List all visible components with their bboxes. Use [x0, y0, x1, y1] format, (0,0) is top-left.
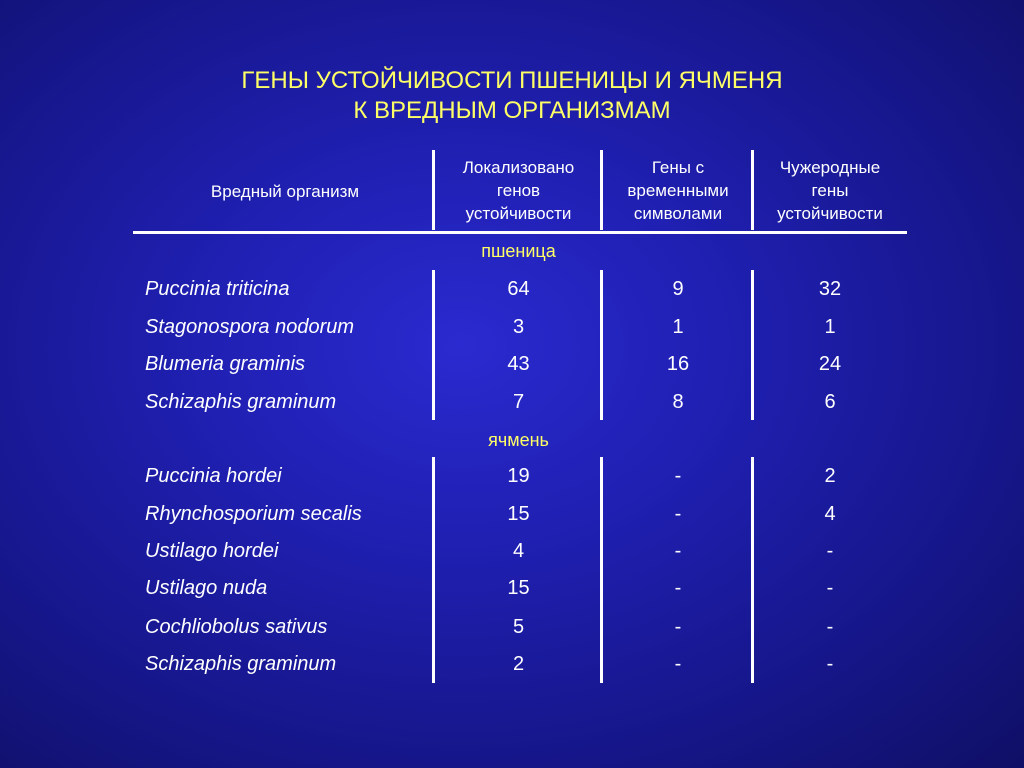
table-row: [0, 533, 1024, 571]
table-row: [0, 384, 1024, 422]
temporary-count: 9: [672, 278, 684, 300]
foreign-count: 6: [824, 391, 836, 413]
section-label-wheat: пшеница: [481, 241, 556, 261]
temporary-count: -: [674, 540, 682, 562]
foreign-count: 1: [824, 316, 836, 338]
header-localized: Локализовано генов устойчивости: [462, 158, 575, 223]
foreign-count: -: [826, 577, 834, 599]
localized-count: 43: [507, 353, 530, 375]
header-rule: [133, 231, 907, 234]
foreign-count: 24: [818, 353, 842, 375]
title-line-1: ГЕНЫ УСТОЙЧИВОСТИ ПШЕНИЦЫ И ЯЧМЕНЯ: [241, 67, 783, 94]
foreign-count: 32: [818, 278, 842, 300]
localized-count: 7: [512, 391, 525, 413]
section-label-barley: ячмень: [488, 430, 549, 450]
title-line-2: К ВРЕДНЫМ ОРГАНИЗМАМ: [353, 97, 671, 124]
foreign-count: 2: [824, 465, 836, 487]
organism-name: Puccinia hordei: [145, 465, 282, 487]
column-divider: [432, 150, 435, 230]
temporary-count: 16: [666, 353, 690, 375]
localized-count: 3: [512, 316, 525, 338]
localized-count: 15: [507, 503, 530, 525]
localized-count: 64: [507, 278, 530, 300]
organism-name: Stagonospora nodorum: [145, 316, 355, 338]
temporary-count: -: [674, 465, 682, 487]
temporary-count: 8: [672, 391, 684, 413]
localized-count: 2: [512, 653, 525, 675]
localized-count: 15: [507, 577, 530, 599]
temporary-count: -: [674, 653, 682, 675]
organism-name: Cochliobolus sativus: [145, 616, 328, 638]
temporary-count: 1: [672, 316, 684, 338]
organism-name: Ustilago nuda: [145, 577, 268, 599]
slide-title: [0, 66, 1024, 126]
foreign-count: -: [826, 653, 834, 675]
foreign-count: 4: [824, 503, 836, 525]
column-divider: [600, 150, 603, 230]
localized-count: 19: [507, 465, 530, 487]
table-row: [0, 646, 1024, 684]
organism-name: Schizaphis graminum: [145, 391, 337, 413]
organism-name: Ustilago hordei: [145, 540, 279, 562]
temporary-count: -: [674, 616, 682, 638]
organism-name: Rhynchosporium secalis: [145, 503, 362, 525]
table-row: [0, 309, 1024, 347]
temporary-count: -: [674, 503, 682, 525]
table-row: [0, 346, 1024, 384]
header-temporary-symbols: Гены с временными символами: [627, 158, 729, 223]
header-foreign-genes: Чужеродные гены устойчивости: [777, 158, 883, 223]
localized-count: 4: [512, 540, 525, 562]
table-row: [0, 570, 1024, 608]
foreign-count: -: [826, 540, 834, 562]
table-row: [0, 271, 1024, 309]
table-row: [0, 496, 1024, 534]
organism-name: Puccinia triticina: [145, 278, 290, 300]
column-divider: [751, 150, 754, 230]
table-row: [0, 458, 1024, 496]
organism-name: Blumeria graminis: [145, 353, 306, 375]
organism-name: Schizaphis graminum: [145, 653, 337, 675]
foreign-count: -: [826, 616, 834, 638]
header-organism: Вредный организм: [210, 182, 360, 201]
table-row: [0, 609, 1024, 647]
localized-count: 5: [512, 616, 525, 638]
temporary-count: -: [674, 577, 682, 599]
